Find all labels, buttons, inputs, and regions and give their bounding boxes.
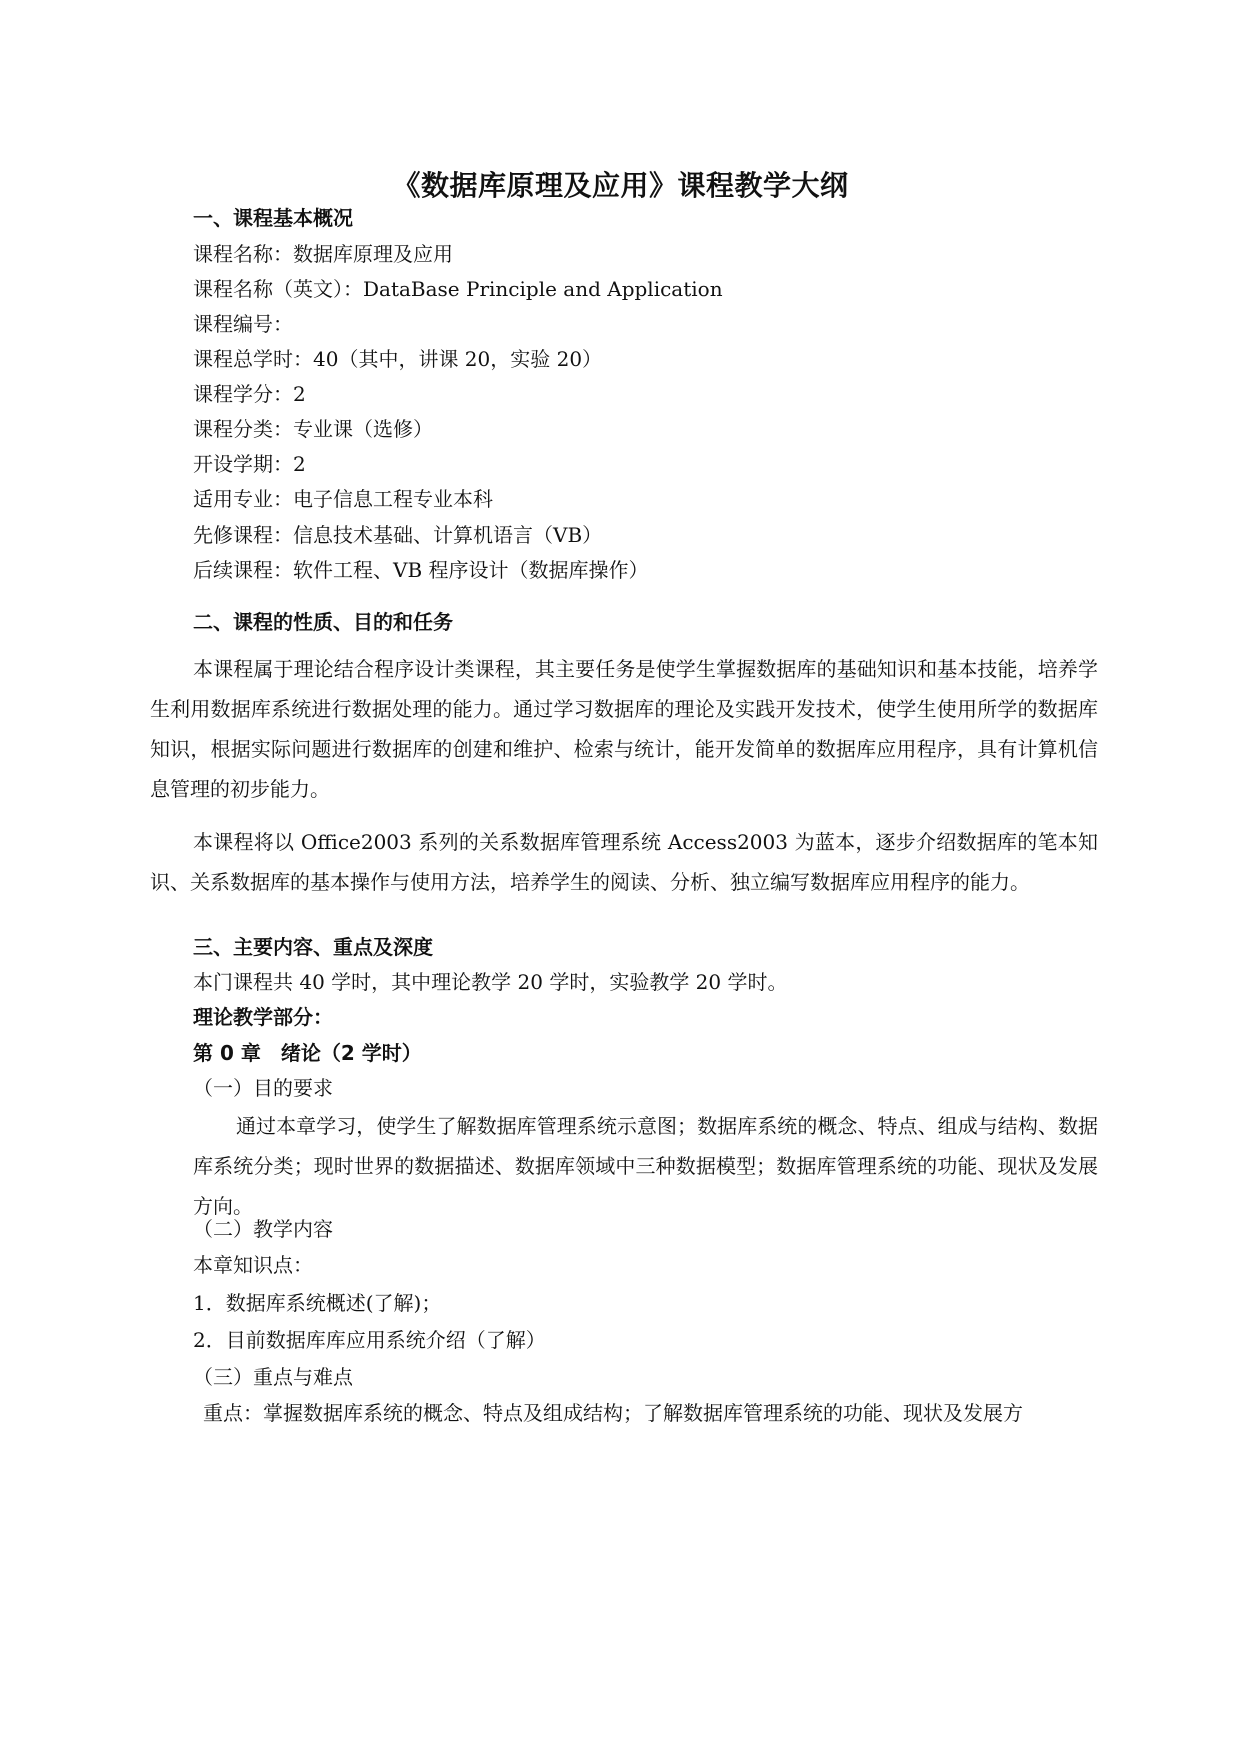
prerequisite-line: 先修课程：信息技术基础、计算机语言（VB） xyxy=(193,523,603,547)
knowledge-item-2: 2．目前数据库库应用系统介绍（了解） xyxy=(193,1328,546,1352)
knowledge-item-1: 1．数据库系统概述(了解)； xyxy=(193,1291,442,1315)
content-heading: （二）教学内容 xyxy=(193,1217,333,1241)
section1-heading: 一、课程基本概况 xyxy=(193,206,353,230)
course-code-line: 课程编号： xyxy=(193,312,293,336)
section2-paragraph-1: 本课程属于理论结合程序设计类课程，其主要任务是使学生掌握数据库的基础知识和基本技能，培养学生利用数据库系统进行数据处理的能力。通过学习数据库的理论及实践开发技术，使学生使用所学的数据库知识，根据实际问题进行数据库的创建和维护、检索与统计，能开发简单的数据库应用程序，具有计算机信息管理的初步能力。 xyxy=(150,657,1098,801)
course-credits-line: 课程学分：2 xyxy=(193,382,306,406)
theory-heading: 理论教学部分： xyxy=(193,1005,333,1029)
section3-intro: 本门课程共 40 学时，其中理论教学 20 学时，实验教学 20 学时。 xyxy=(193,970,788,994)
semester-line: 开设学期：2 xyxy=(193,452,306,476)
document-title: 《数据库原理及应用》课程教学大纲 xyxy=(392,169,849,202)
knowledge-heading: 本章知识点： xyxy=(193,1253,313,1277)
course-name-en-line: 课程名称（英文）：DataBase Principle and Application xyxy=(193,277,723,301)
chapter0-heading: 第 0 章 绪论（2 学时） xyxy=(193,1041,422,1065)
key-points-text: 重点：掌握数据库系统的概念、特点及组成结构；了解数据库管理系统的功能、现状及发展方 xyxy=(203,1401,1023,1425)
follow-up-line: 后续课程：软件工程、VB 程序设计（数据库操作） xyxy=(193,558,649,582)
course-hours-line: 课程总学时：40（其中，讲课 20，实验 20） xyxy=(193,347,603,371)
major-line: 适用专业：电子信息工程专业本科 xyxy=(193,487,493,511)
section2-paragraph-2: 本课程将以 Office2003 系列的关系数据库管理系统 Access2003 为蓝本，逐步介绍数据库的笔本知识、关系数据库的基本操作与使用方法，培养学生的阅读、分析、独立编写数据库应用程序的能力。 xyxy=(150,830,1098,894)
requirements-text: 通过本章学习，使学生了解数据库管理系统示意图；数据库系统的概念、特点、组成与结构、数据库系统分类；现时世界的数据描述、数据库领域中三种数据模型；数据库管理系统的功能、现状及发展方向。 xyxy=(193,1114,1098,1218)
course-category-line: 课程分类：专业课（选修） xyxy=(193,417,433,441)
key-points-heading: （三）重点与难点 xyxy=(193,1365,353,1389)
section3-heading: 三、主要内容、重点及深度 xyxy=(193,935,433,959)
course-name-line: 课程名称：数据库原理及应用 xyxy=(193,242,453,266)
section2-heading: 二、课程的性质、目的和任务 xyxy=(193,610,453,634)
requirements-heading: （一）目的要求 xyxy=(193,1076,333,1100)
